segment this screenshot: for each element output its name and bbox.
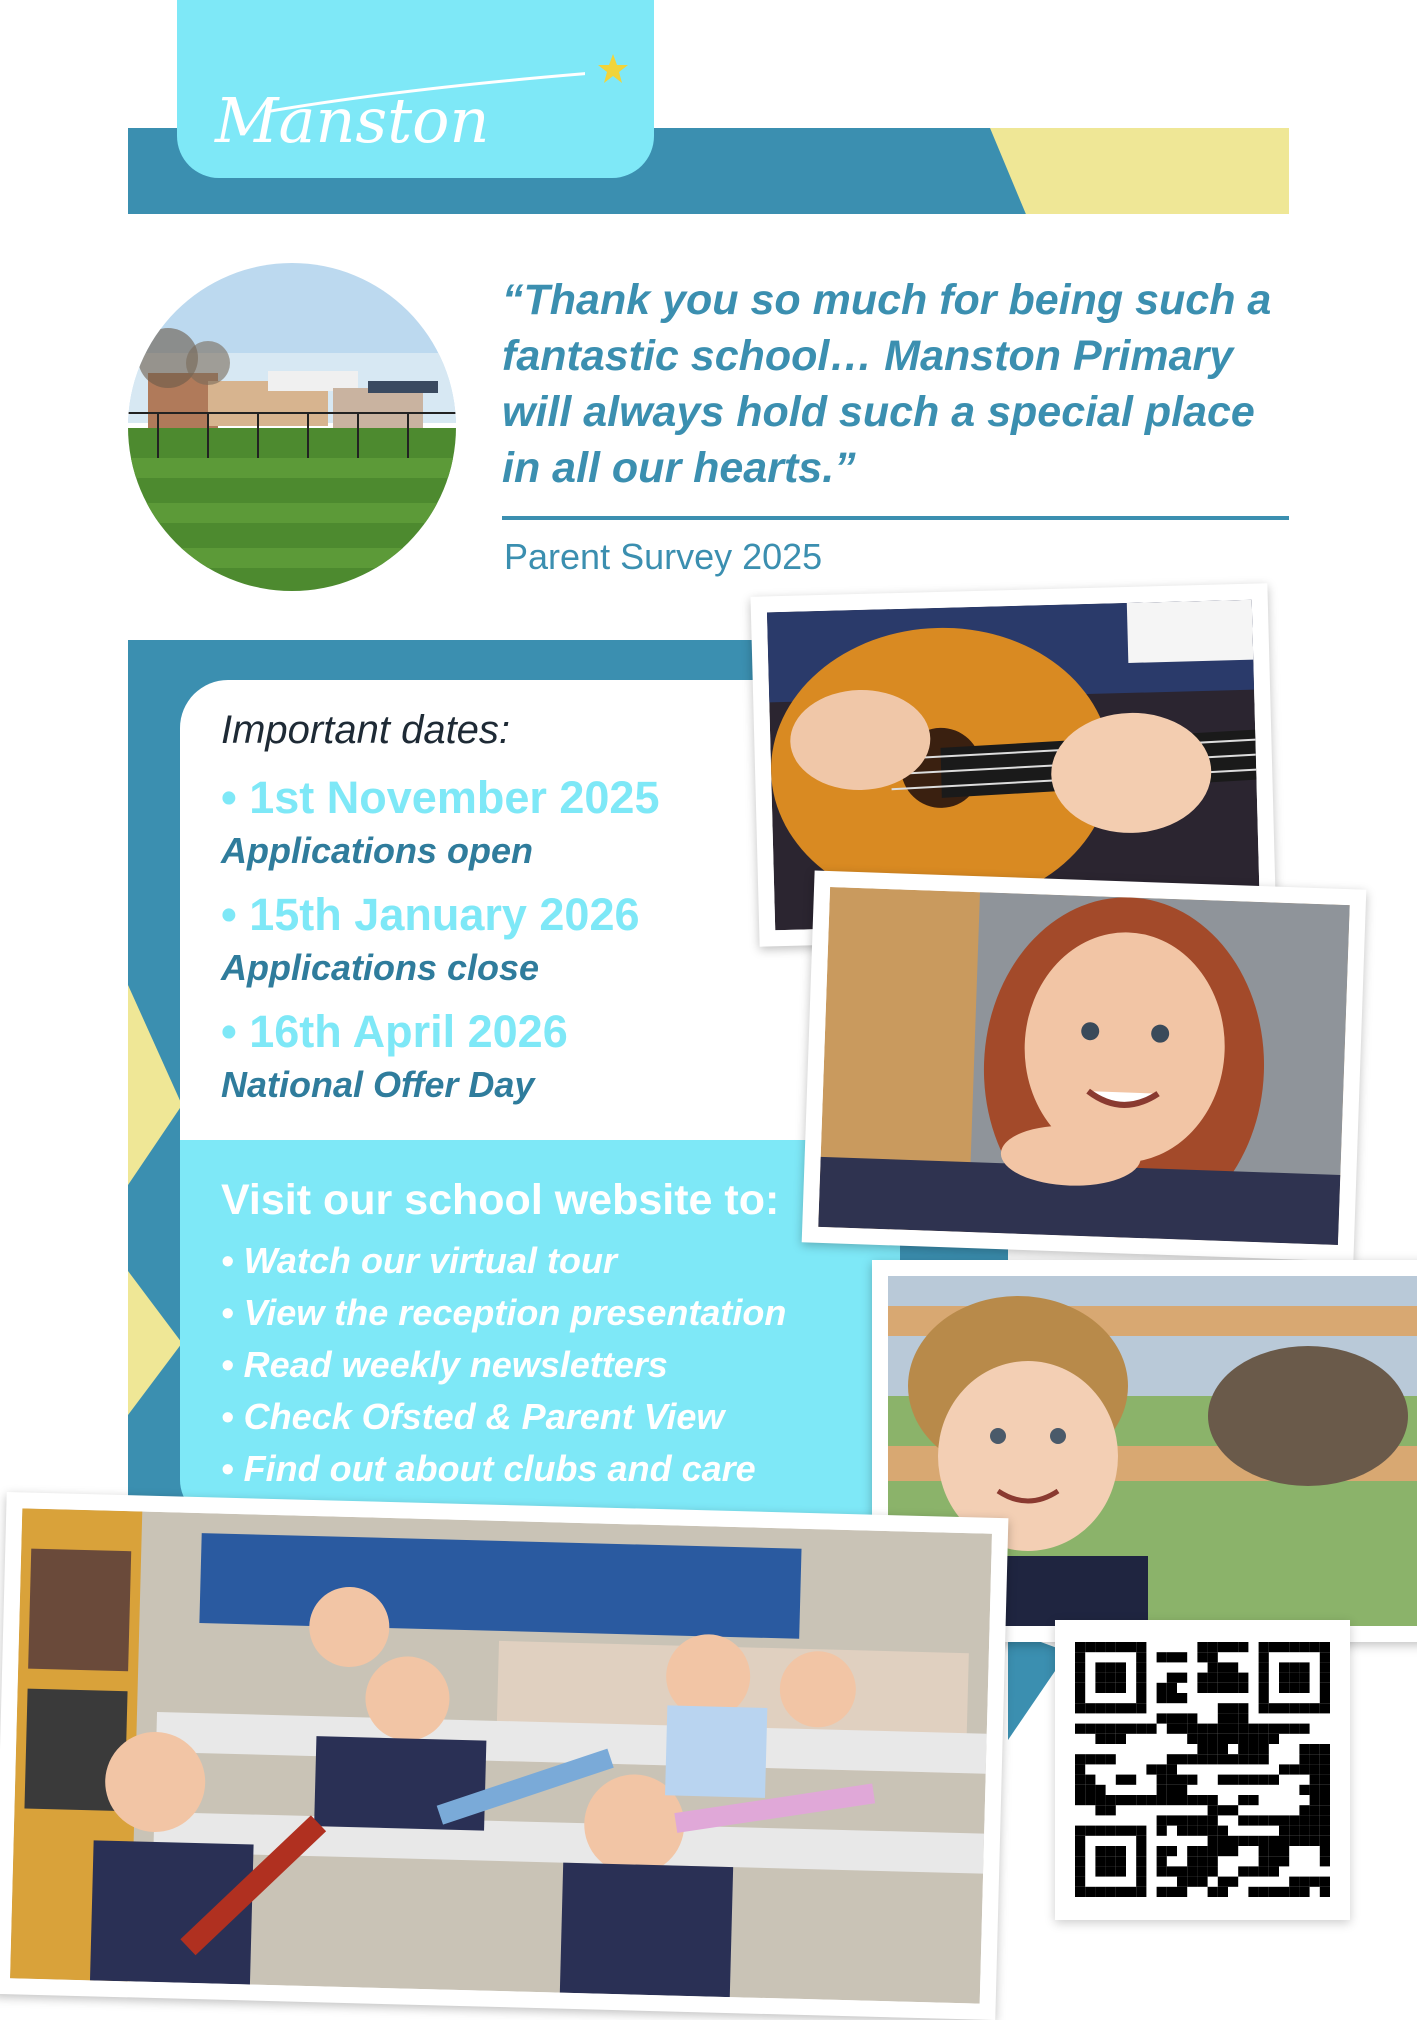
date-item: • 16th April 2026: [221, 1006, 568, 1057]
website-list-item: • Find out about clubs and care: [221, 1448, 756, 1489]
quote-line: will always hold such a special place: [502, 388, 1255, 436]
quote-line: “Thank you so much for being such a: [502, 276, 1272, 324]
qr-code-panel[interactable]: [1055, 1620, 1350, 1920]
date-label: Applications close: [221, 947, 540, 988]
website-list-item: • Watch our virtual tour: [221, 1240, 617, 1281]
quote-source: Parent Survey 2025: [504, 536, 823, 577]
quote-line: in all our hearts.”: [502, 444, 856, 492]
school-logo: [205, 60, 585, 170]
date-item: • 15th January 2026: [221, 889, 640, 940]
qr-code-icon[interactable]: [1075, 1642, 1330, 1897]
smiling-girl-photo: [802, 870, 1367, 1261]
quote-line: fantastic school… Manston Primary: [502, 332, 1234, 380]
date-label: Applications open: [221, 830, 534, 871]
dates-heading: Important dates:: [221, 708, 511, 752]
website-heading: Visit our school website to:: [221, 1176, 780, 1224]
parent-quote: [502, 272, 1302, 496]
date-label: National Offer Day: [221, 1064, 535, 1105]
header-accent-stripe: [990, 128, 1289, 214]
quote-divider: [502, 516, 1289, 520]
school-building-photo: [128, 263, 456, 591]
star-icon: [596, 52, 630, 86]
logo-text: Manston: [215, 84, 490, 157]
classroom-ukulele-photo: [0, 1492, 1008, 2020]
date-item: • 1st November 2025: [221, 772, 660, 823]
website-list-item: • Check Ofsted & Parent View: [221, 1396, 725, 1437]
website-list-item: • Read weekly newsletters: [221, 1344, 668, 1385]
website-list-item: • View the reception presentation: [221, 1292, 787, 1333]
